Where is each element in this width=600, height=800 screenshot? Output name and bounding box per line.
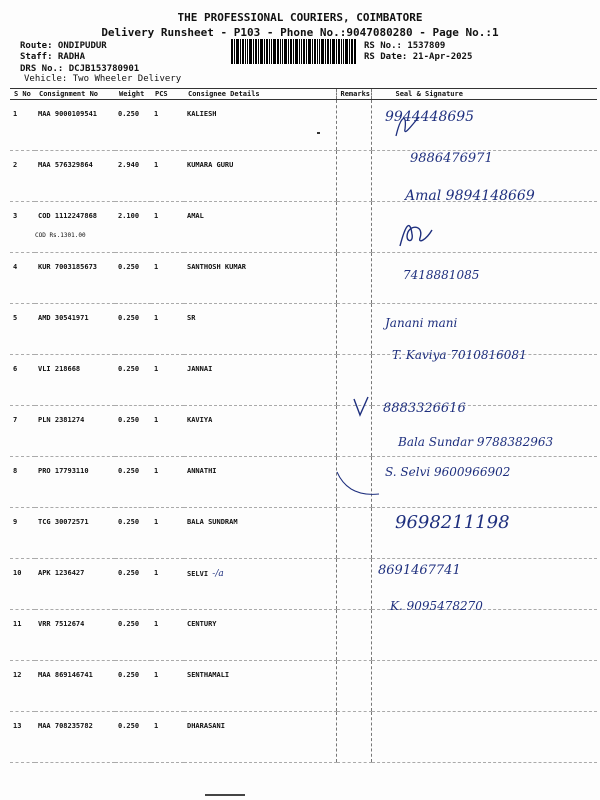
row-weight: 2.940: [115, 151, 151, 202]
signature-2: 9886476971: [410, 151, 493, 166]
signature-5: 7418881085: [403, 268, 480, 282]
table-row: [10, 253, 597, 304]
row-weight: 0.250: [115, 508, 151, 559]
signature-1-scribble: [393, 111, 423, 141]
row-signature: [371, 355, 597, 406]
row-consignee: JANNAI: [184, 355, 336, 406]
stray-dot: [317, 132, 320, 134]
staff: Staff: RADHA: [20, 52, 86, 62]
row-sno: 11: [10, 610, 35, 661]
row-consignee: [184, 559, 336, 610]
row-pcs: 1: [151, 355, 184, 406]
row-consignment: PLN 2381274: [35, 406, 115, 457]
row-pcs: 1: [151, 661, 184, 712]
handwritten-note: -/a: [212, 569, 224, 579]
signature-8: 8883326616: [383, 401, 466, 416]
row-pcs: 1: [151, 712, 184, 763]
row-weight: 0.250: [115, 457, 151, 508]
row-sno: 4: [10, 253, 35, 304]
company-name: THE PROFESSIONAL COURIERS, COIMBATORE: [177, 11, 423, 24]
row-remarks: [336, 151, 371, 202]
row-remarks: [336, 559, 371, 610]
signature-4-scribble: [396, 218, 436, 250]
row-weight: 0.250: [115, 100, 151, 151]
rs-number: RS No.: 1537809: [364, 41, 446, 51]
row-sno: 7: [10, 406, 35, 457]
pen-stroke-mark: [335, 470, 380, 498]
row-remarks: [336, 712, 371, 763]
row-weight: 0.250: [115, 661, 151, 712]
row-remarks: [336, 253, 371, 304]
row-pcs: 1: [151, 151, 184, 202]
row-weight: 0.250: [115, 355, 151, 406]
signature-7: T. Kaviya 7010816081: [392, 348, 527, 362]
row-sno: 9: [10, 508, 35, 559]
col-signature-header: Seal & Signature: [371, 89, 597, 100]
signature-13: K. 9095478270: [390, 599, 483, 613]
row-remarks: [336, 508, 371, 559]
row-consignment: VLI 218668: [35, 355, 115, 406]
row-remarks: [336, 304, 371, 355]
runsheet-title: Delivery Runsheet - P103 - Phone No.:9047080280 - Page No.:1: [101, 26, 499, 39]
table-row: [10, 559, 597, 610]
signature-11: 9698211198: [395, 512, 510, 533]
row-consignment: MAA 576329864: [35, 151, 115, 202]
row-consignment-text: COD 1112247868: [38, 212, 98, 220]
row-consignee: KALIESH: [184, 100, 336, 151]
col-pcs-header: PCS: [151, 89, 184, 100]
table-row: [10, 202, 597, 253]
row-sno: 13: [10, 712, 35, 763]
row-pcs: 1: [151, 559, 184, 610]
rs-date: RS Date: 21-Apr-2025: [364, 52, 473, 62]
col-weight-header: Weight: [115, 89, 151, 100]
row-remarks: [336, 100, 371, 151]
row-sno: 12: [10, 661, 35, 712]
vehicle: Vehicle: Two Wheeler Delivery: [24, 74, 182, 84]
row-remarks: [336, 661, 371, 712]
signature-12: 8691467741: [378, 563, 461, 578]
row-consignee: KAVIYA: [184, 406, 336, 457]
row-consignee: KUMARA GURU: [184, 151, 336, 202]
row-consignee-text: SELVI: [187, 570, 209, 578]
row-consignment: MAA 869146741: [35, 661, 115, 712]
table-header: [10, 89, 597, 100]
row-sno: 6: [10, 355, 35, 406]
table-row: [10, 355, 597, 406]
row-consignment: PRO 17793110: [35, 457, 115, 508]
page-footer-mark: [205, 794, 245, 796]
row-consignee: SENTHAMALI: [184, 661, 336, 712]
row-consignee: AMAL: [184, 202, 336, 253]
row-pcs: 1: [151, 457, 184, 508]
row-weight: 0.250: [115, 406, 151, 457]
row-pcs: 1: [151, 202, 184, 253]
row-sno: 1: [10, 100, 35, 151]
row-pcs: 1: [151, 100, 184, 151]
row-weight: 0.250: [115, 253, 151, 304]
cod-amount: COD Rs.1301.00: [35, 232, 86, 239]
signature-9: Bala Sundar 9788382963: [398, 435, 554, 449]
signature-3: Amal 9894148669: [405, 188, 535, 204]
signature-10: S. Selvi 9600966902: [385, 465, 511, 479]
row-sno: 8: [10, 457, 35, 508]
row-consignment: AMD 30541971: [35, 304, 115, 355]
table-row: [10, 661, 597, 712]
pen-tick-mark: [352, 395, 370, 417]
col-consignment-header: Consignment No: [35, 89, 115, 100]
col-sno-header: S No: [10, 89, 35, 100]
col-remarks-header: Remarks: [336, 89, 371, 100]
barcode: [231, 39, 356, 64]
table-row: [10, 610, 597, 661]
drs-number: DRS No.: DCJB153780901: [20, 64, 140, 74]
row-signature: [371, 610, 597, 661]
row-consignee: CENTURY: [184, 610, 336, 661]
row-sno: 3: [10, 202, 35, 253]
row-consignee: BALA SUNDRAM: [184, 508, 336, 559]
row-consignee: DHARASANI: [184, 712, 336, 763]
table-row: [10, 304, 597, 355]
row-consignment: VRR 7512674: [35, 610, 115, 661]
row-remarks: [336, 202, 371, 253]
row-pcs: 1: [151, 610, 184, 661]
row-pcs: 1: [151, 508, 184, 559]
row-sno: 10: [10, 559, 35, 610]
row-consignee: ANNATHI: [184, 457, 336, 508]
row-pcs: 1: [151, 304, 184, 355]
row-consignment: APK 1236427: [35, 559, 115, 610]
signature-1: 9944448695: [385, 109, 475, 125]
col-consignee-header: Consignee Details: [184, 89, 336, 100]
row-remarks: [336, 610, 371, 661]
row-weight: 0.250: [115, 610, 151, 661]
row-weight: 0.250: [115, 304, 151, 355]
row-pcs: 1: [151, 253, 184, 304]
row-consignment: TCG 30072571: [35, 508, 115, 559]
row-signature: [371, 712, 597, 763]
row-signature: [371, 661, 597, 712]
row-consignment: [35, 202, 115, 253]
table-row: [10, 100, 597, 151]
row-sno: 2: [10, 151, 35, 202]
row-weight: 2.100: [115, 202, 151, 253]
signature-6: Janani mani: [385, 316, 458, 330]
table-row: [10, 712, 597, 763]
route: Route: ONDIPUDUR: [20, 41, 107, 51]
row-weight: 0.250: [115, 559, 151, 610]
row-consignment: MAA 708235782: [35, 712, 115, 763]
row-consignment: KUR 7003185673: [35, 253, 115, 304]
row-weight: 0.250: [115, 712, 151, 763]
row-consignee: SR: [184, 304, 336, 355]
row-consignee: SANTHOSH KUMAR: [184, 253, 336, 304]
row-sno: 5: [10, 304, 35, 355]
row-pcs: 1: [151, 406, 184, 457]
row-consignment: MAA 9000109541: [35, 100, 115, 151]
